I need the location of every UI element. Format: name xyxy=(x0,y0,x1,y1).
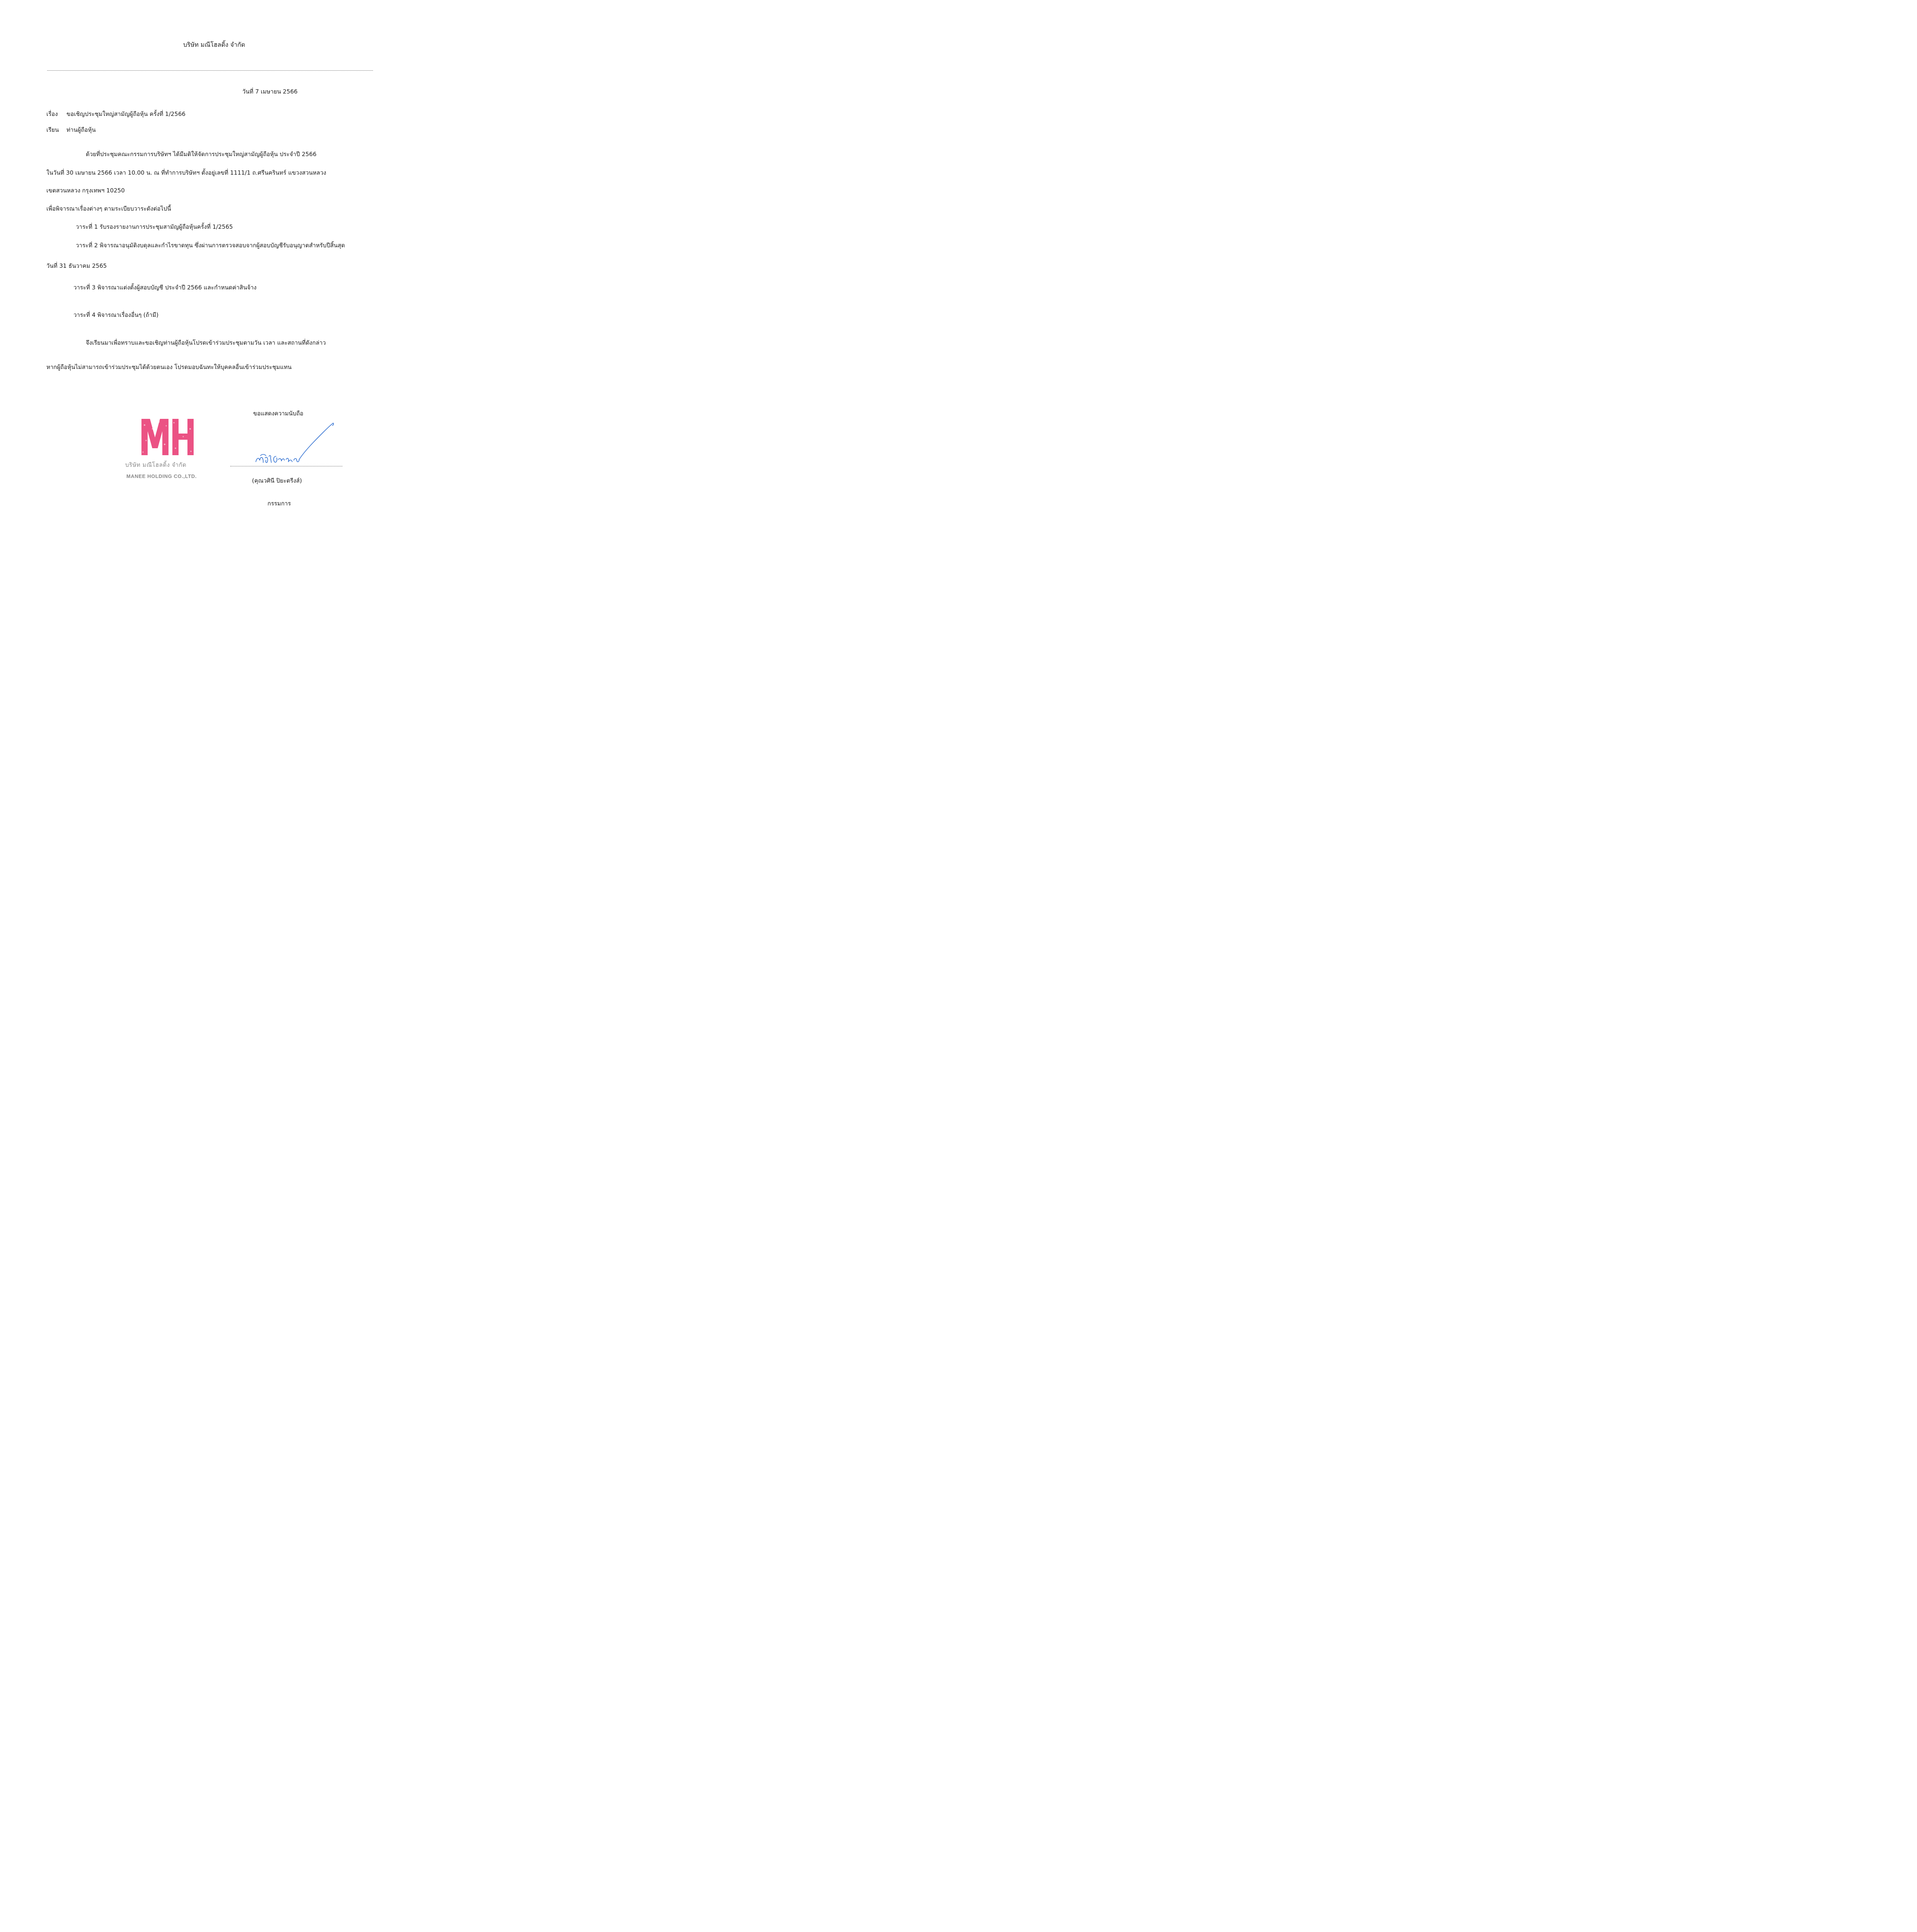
closing-line-2: หากผู้ถือหุ้นไม่สามารถเข้าร่วมประชุมได้ด้วยตนเอง โปรดมอบฉันทะให้บุคคลอื่นเข้าร่วมประชุมแทน xyxy=(46,364,292,371)
closing-line-1: จึงเรียนมาเพื่อทราบและขอเชิญท่านผู้ถือหุ้นโปรดเข้าร่วมประชุมตามวัน เวลา และสถานที่ดังกล่าว xyxy=(86,339,326,346)
agenda-item-3: วาระที่ 3 พิจารณาแต่งตั้งผู้สอบบัญชี ประจำปี 2566 และกำหนดค่าสินจ้าง xyxy=(73,284,257,291)
recipient-label: เรียน xyxy=(46,126,59,133)
body-line-1: ด้วยที่ประชุมคณะกรรมการบริษัทฯ ได้มีมติให้จัดการประชุมใหญ่สามัญผู้ถือหุ้น ประจำปี 2566 xyxy=(86,151,317,158)
body-line-2: ในวันที่ 30 เมษายน 2566 เวลา 10.00 น. ณ ที่ทำการบริษัทฯ ตั้งอยู่เลขที่ 1111/1 ถ.ศรีนครินทร์ แขวงสวนหลวง xyxy=(46,169,326,176)
subject-text: ขอเชิญประชุมใหญ่สามัญผู้ถือหุ้น ครั้งที่ 1/2566 xyxy=(66,111,186,117)
recipient-text: ท่านผู้ถือหุ้น xyxy=(66,126,96,133)
signer-name: (คุณวศินี ปิยะตรีงส์) xyxy=(252,477,302,484)
agenda-item-1: วาระที่ 1 รับรองรายงานการประชุมสามัญผู้ถือหุ้นครั้งที่ 1/2565 xyxy=(76,223,233,230)
document-page xyxy=(0,0,429,607)
agenda-item-2-line-2: วันที่ 31 ธันวาคม 2565 xyxy=(46,262,107,269)
company-logo-mh xyxy=(141,417,197,456)
closing-regards: ขอแสดงความนับถือ xyxy=(253,410,303,417)
stamp-company-name-english: MANEE HOLDING CO.,LTD. xyxy=(126,473,197,479)
agenda-item-2-line-1: วาระที่ 2 พิจารณาอนุมัติงบดุลและกำไรขาดทุน ซึ่งผ่านการตรวจสอบจากผู้สอบบัญชีรับอนุญาตสำหรับปีสิ้นสุด xyxy=(76,242,345,249)
company-header: บริษัท มณีโฮลดิ้ง จำกัด xyxy=(183,41,245,48)
letter-date: วันที่ 7 เมษายน 2566 xyxy=(242,88,298,95)
subject-label: เรื่อง xyxy=(46,111,58,117)
signer-position: กรรมการ xyxy=(267,500,291,507)
agenda-item-4: วาระที่ 4 พิจารณาเรื่องอื่นๆ (ถ้ามี) xyxy=(73,311,159,318)
stamp-company-name-thai: บริษัท มณีโฮลดิ้ง จำกัด xyxy=(125,461,187,468)
header-divider xyxy=(47,70,373,71)
company-stamp xyxy=(123,417,216,483)
handwritten-signature xyxy=(251,419,340,469)
body-line-3: เขตสวนหลวง กรุงเทพฯ 10250 xyxy=(46,187,125,194)
body-line-4: เพื่อพิจารณาเรื่องต่างๆ ตามระเบียบวาระดังต่อไปนี้ xyxy=(46,205,171,212)
